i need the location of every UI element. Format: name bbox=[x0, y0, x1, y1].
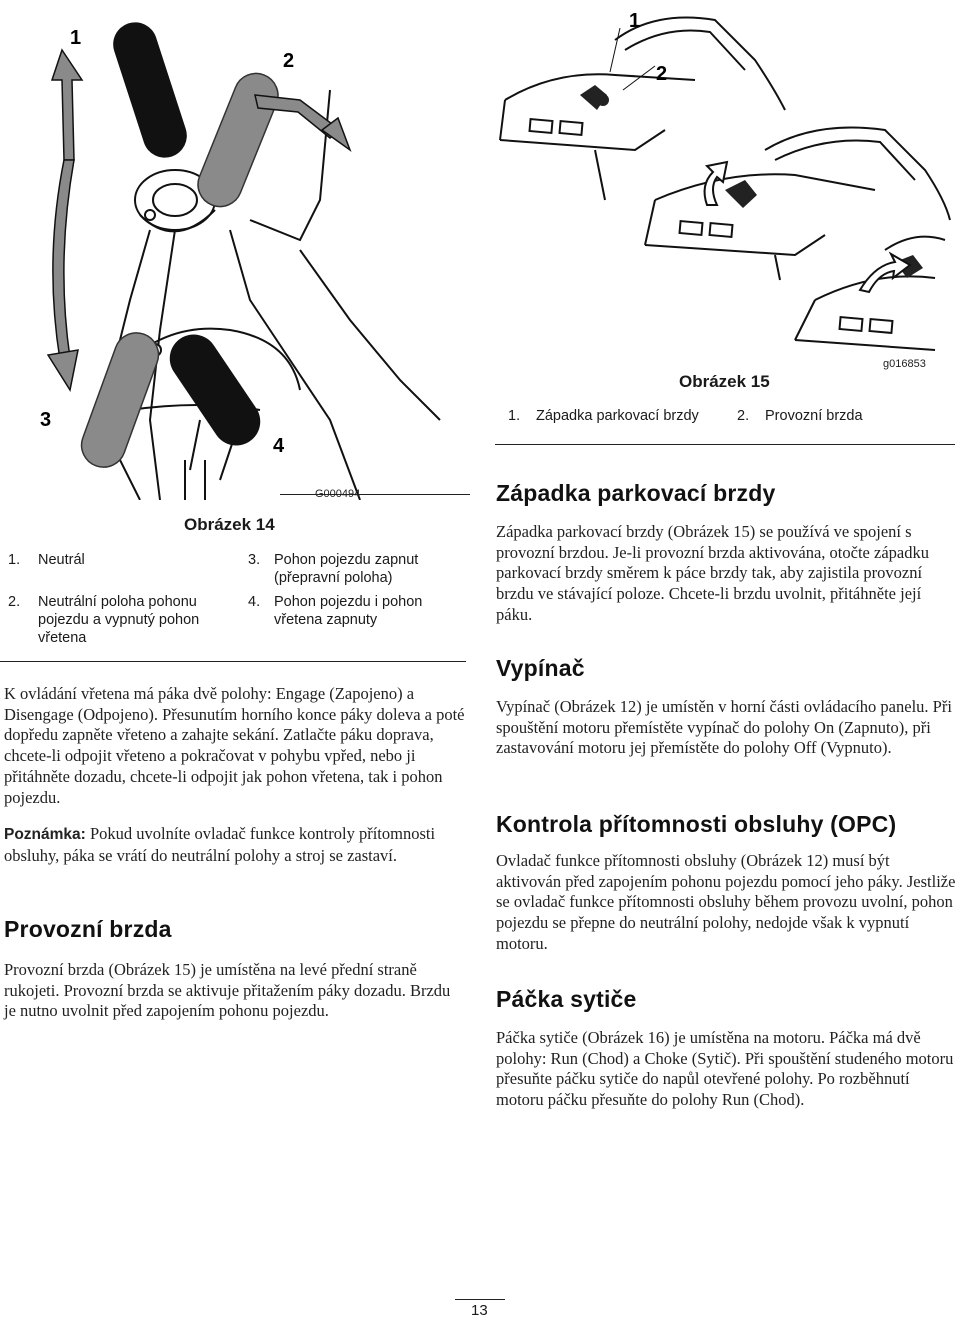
callout-3: 3 bbox=[40, 409, 52, 431]
note-text: Pokud uvolníte ovladač funkce kontroly přítomnosti obsluhy, páka se vrátí do neutrální polohy a stroj se zastaví. bbox=[4, 824, 436, 865]
switch-paragraph: Vypínač (Obrázek 12) je umístěn v horní části ovládacího panelu. Při spouštění motoru přemístěte vypínač do polohy On (Zapnuto), při zastavování motoru jej přemístěte do polohy Off (Vypnuto). bbox=[496, 697, 952, 758]
section-heading-choke: Páčka sytiče bbox=[496, 986, 637, 1012]
page-number: 13 bbox=[471, 1302, 488, 1319]
handle-neutral-black bbox=[107, 17, 192, 164]
legend-item: 4. Pohon pojezdu i pohon vřetena zapnuty bbox=[248, 594, 423, 628]
callout-1: 1 bbox=[70, 27, 82, 49]
figure-14-title: Obrázek 14 bbox=[184, 515, 275, 534]
section-heading-opc: Kontrola přítomnosti obsluhy (OPC) bbox=[496, 811, 897, 837]
section-heading-parking-brake: Západka parkovací brzdy bbox=[496, 480, 776, 506]
section-heading-switch: Vypínač bbox=[496, 655, 585, 681]
callout-2: 2 bbox=[656, 63, 668, 85]
figure-15-legend: 1. Západka parkovací brzdy 2. Provozní brzda bbox=[508, 408, 863, 424]
arrow-icon bbox=[705, 162, 910, 292]
legend-item: 1. Neutrál bbox=[8, 552, 85, 568]
figure-15-illustration bbox=[495, 0, 960, 375]
figure-14-illustration bbox=[0, 0, 470, 500]
figure-code: g016853 bbox=[883, 358, 926, 370]
brake-handle-drawing bbox=[500, 18, 950, 351]
section-heading-service-brake: Provozní brzda bbox=[4, 916, 172, 942]
note-paragraph bbox=[4, 824, 466, 866]
legend-divider bbox=[0, 661, 466, 662]
figure-15-title: Obrázek 15 bbox=[679, 372, 770, 391]
legend-divider bbox=[495, 444, 955, 445]
opc-paragraph: Ovladač funkce přítomnosti obsluhy (Obrázek 12) musí být aktivován před zapojením pohonu pojezdu pomocí jeho páky. Jestliže se ovladač funkce přítomnosti obsluhy během provozu uvolní, pohon pojezdu se přepne do neutrální polohy, nedojde však k vypnutí motoru. bbox=[496, 851, 956, 953]
choke-paragraph: Páčka sytiče (Obrázek 16) je umístěna na motoru. Páčka má dvě polohy: Run (Chod) a Choke (Sytič). Při spouštění studeného motoru přesuňte páčku sytiče do napůl otevřené polohy. Po rozběhnutí motoru páčku přesuňte do polohy Run (Chod). bbox=[496, 1028, 954, 1110]
callout-4: 4 bbox=[273, 435, 285, 457]
arrow-icon bbox=[48, 50, 82, 390]
figure-code: G000494 bbox=[315, 488, 361, 500]
page-number-rule bbox=[455, 1299, 505, 1300]
figure-divider bbox=[280, 494, 470, 495]
figure-14-legend-right bbox=[248, 551, 468, 631]
handle-engaged-black bbox=[160, 325, 269, 455]
latch-icon bbox=[580, 85, 923, 278]
callout-1: 1 bbox=[629, 10, 641, 32]
handle-disengaged-gray bbox=[191, 67, 284, 213]
figure-14-legend-left bbox=[8, 551, 238, 651]
spindle-control-paragraph: K ovládání vřetena má páka dvě polohy: Engage (Zapojeno) a Disengage (Odpojeno). Přesunutím horního konce páky doleva a poté dopředu zapněte vřeteno a zahajte sekání. Zatlačte páku doprava, chcete-li odpojit vřeteno a pokračovat v pohybu vpřed, nebo ji přitáhněte dozadu, chcete-li odpojit jak pohon vřetena, tak i pohon pojezdu. bbox=[4, 684, 465, 807]
service-brake-paragraph: Provozní brzda (Obrázek 15) je umístěna na levé přední straně rukojeti. Provozní brzda se aktivuje přitažením páky dozadu. Brzdu je nutno uvolnit před zapojením pohonu pojezdu. bbox=[4, 960, 451, 1021]
legend-item: 2. Neutrální poloha pohonu pojezdu a vypnutý pohon vřetena bbox=[8, 594, 200, 646]
callout-2: 2 bbox=[283, 50, 295, 72]
legend-item: 3. Pohon pojezdu zapnut (přepravní poloha) bbox=[248, 552, 419, 586]
parking-brake-paragraph: Západka parkovací brzdy (Obrázek 15) se používá ve spojení s provozní brzdou. Je-li provozní brzda aktivována, otočte západku parkovací brzdy směrem k páce brzdy tak, aby zajistila provozní brzdu ve stávající poloze. Chcete-li brzdu uvolnit, přitáhněte její páku. bbox=[496, 522, 929, 624]
note-label: Poznámka: bbox=[4, 826, 86, 843]
